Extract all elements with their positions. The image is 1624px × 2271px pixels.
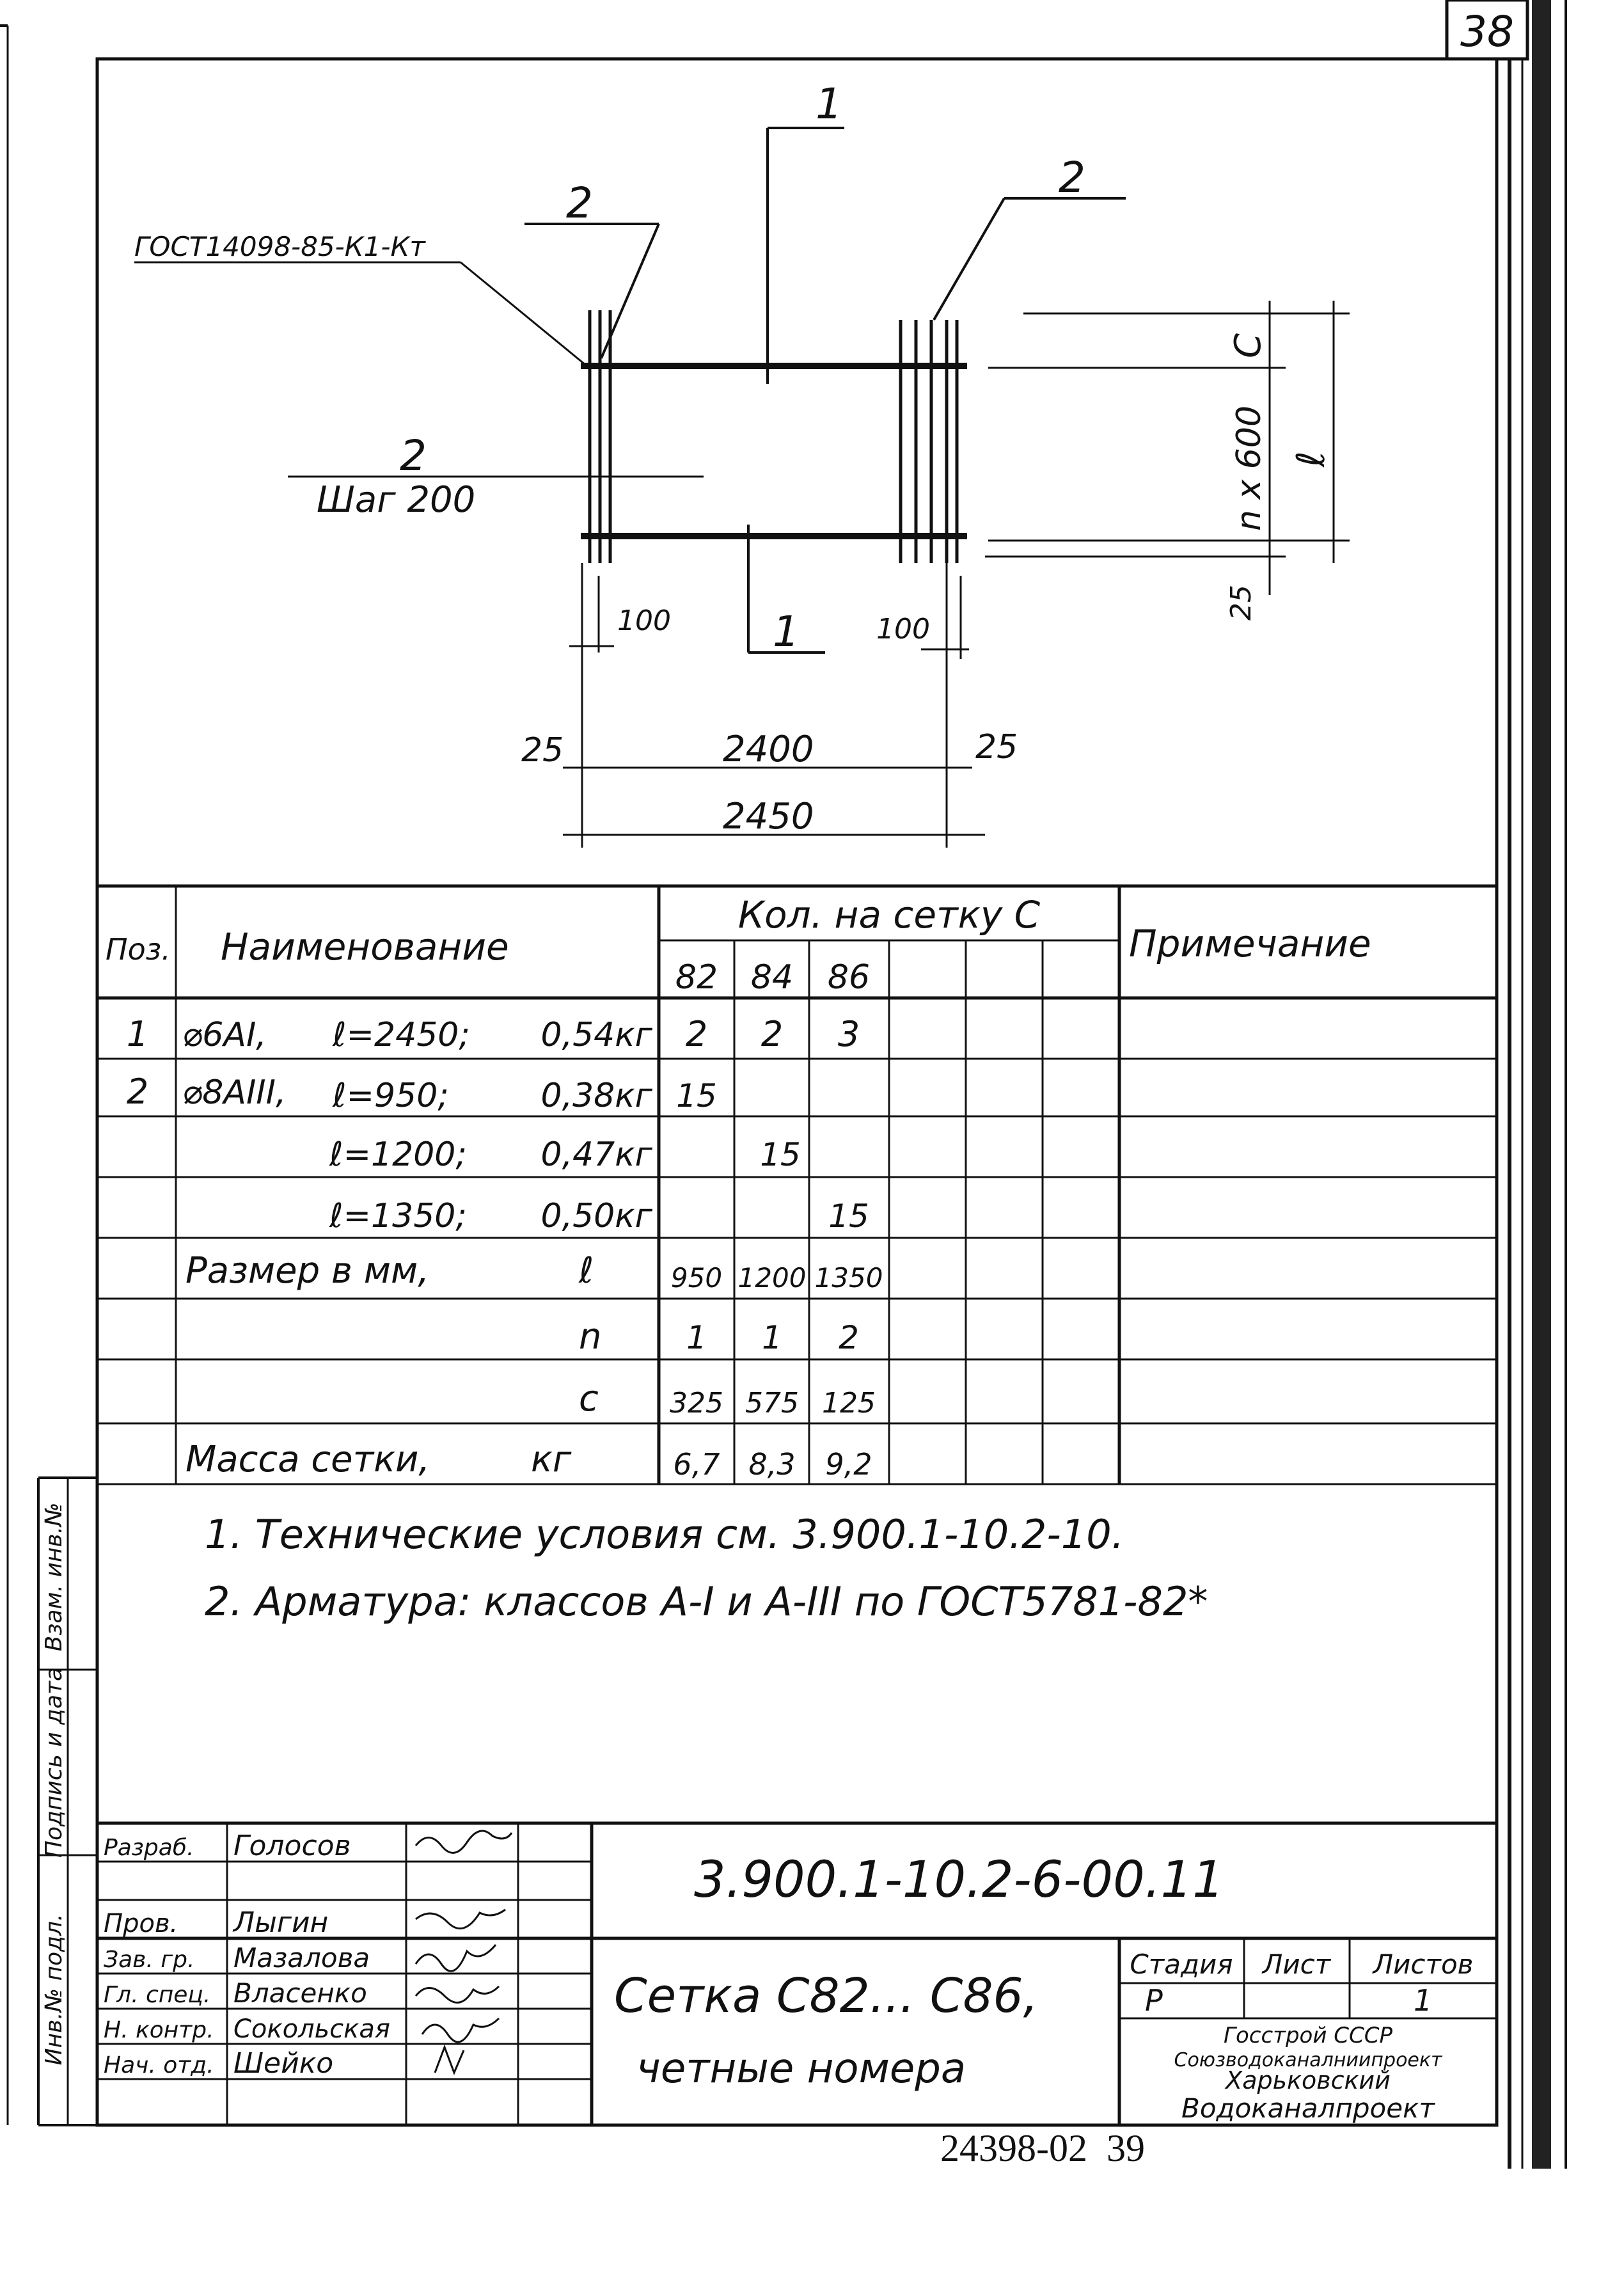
title-line-1: Сетка С82... С86, bbox=[614, 1968, 1039, 2023]
header-col-84: 84 bbox=[750, 958, 794, 997]
name-2: Лыгин bbox=[233, 1906, 329, 1939]
dim-2400: 2400 bbox=[723, 729, 814, 770]
spec-table-rows bbox=[127, 1014, 883, 1482]
dim-2450: 2450 bbox=[723, 796, 814, 837]
name-5: Сокольская bbox=[233, 2014, 390, 2044]
row8-mass: кг bbox=[531, 1439, 572, 1480]
callout-pos1-bottom: 1 bbox=[773, 607, 800, 656]
row6-v82: 1 bbox=[686, 1319, 707, 1356]
row1-mass: 0,54кг bbox=[540, 1016, 652, 1054]
role-1: Разраб. bbox=[104, 1835, 194, 1861]
row5-v86: 1350 bbox=[814, 1262, 883, 1294]
callout-pos1-top: 1 bbox=[816, 79, 842, 129]
row1-v84: 2 bbox=[761, 1014, 784, 1054]
org-line-3: Харьковский bbox=[1226, 2066, 1391, 2094]
stage-label: Стадия bbox=[1130, 1949, 1233, 1980]
callout-pos2-mid: 2 bbox=[400, 431, 427, 480]
signature-4 bbox=[416, 1986, 499, 2002]
row3-v84: 15 bbox=[760, 1136, 801, 1173]
row1-pos: 1 bbox=[126, 1014, 149, 1054]
callout-step: Шаг 200 bbox=[317, 479, 476, 521]
row7-v86: 125 bbox=[822, 1387, 876, 1420]
row2-pos: 2 bbox=[126, 1072, 149, 1112]
side-stamp bbox=[41, 1503, 67, 2066]
header-col-82: 82 bbox=[675, 958, 718, 997]
sheets-label: Листов bbox=[1373, 1949, 1474, 1980]
name-1: Голосов bbox=[233, 1830, 351, 1862]
row7-v84: 575 bbox=[745, 1387, 799, 1420]
dim-25-vert: 25 bbox=[1225, 585, 1257, 621]
signature-2 bbox=[416, 1910, 505, 1929]
row7-v82: 325 bbox=[670, 1387, 723, 1420]
row8-v82: 6,7 bbox=[673, 1447, 720, 1482]
row5-v84: 1200 bbox=[737, 1262, 807, 1294]
notes bbox=[205, 1511, 1208, 1625]
role-5: Н. контр. bbox=[104, 2017, 214, 2043]
row6-mass: n bbox=[579, 1316, 602, 1357]
row8-v84: 8,3 bbox=[748, 1447, 796, 1482]
row4-len: ℓ=1350; bbox=[329, 1197, 467, 1235]
signature-3 bbox=[416, 1945, 496, 1971]
sheets-value: 1 bbox=[1414, 1983, 1433, 2018]
dim-100-left: 100 bbox=[617, 605, 671, 637]
side-stamp-label-2: Подпись и дата bbox=[41, 1666, 67, 1858]
row4-mass: 0,50кг bbox=[540, 1197, 652, 1235]
dim-100-right: 100 bbox=[876, 613, 930, 645]
note-2: 2. Арматура: классов А-I и А-III по ГОСТ5781-82* bbox=[205, 1578, 1208, 1625]
name-4: Власенко bbox=[233, 1977, 367, 2009]
role-3: Зав. гр. bbox=[104, 1947, 195, 1973]
note-1: 1. Технические условия см. 3.900.1-10.2-10. bbox=[205, 1511, 1124, 1558]
row2-len: ℓ=950; bbox=[333, 1077, 449, 1115]
drawing-labels bbox=[134, 79, 1334, 837]
header-pos: Поз. bbox=[106, 932, 171, 967]
bottom-archive-number: 24398-02 39 bbox=[940, 2127, 1145, 2169]
row5-v82: 950 bbox=[670, 1262, 723, 1294]
side-stamp-label-1: Взам. инв.№ bbox=[41, 1502, 67, 1652]
header-name: Наименование bbox=[221, 925, 509, 969]
signature-5 bbox=[422, 2018, 499, 2042]
row8-v86: 9,2 bbox=[825, 1447, 872, 1482]
spec-table-header bbox=[106, 893, 1371, 997]
row6-v86: 2 bbox=[839, 1319, 859, 1356]
row1-len: ℓ=2450; bbox=[333, 1016, 470, 1054]
dim-25-right: 25 bbox=[975, 728, 1018, 766]
sheet-corner-number: 38 bbox=[1460, 7, 1514, 56]
header-col-86: 86 bbox=[827, 958, 871, 997]
signatures bbox=[416, 1831, 512, 2073]
header-qty: Кол. на сетку С bbox=[737, 893, 1041, 937]
role-6: Нач. отд. bbox=[104, 2052, 214, 2078]
dim-n600: n х 600 bbox=[1230, 405, 1268, 531]
dim-l: ℓ bbox=[1289, 451, 1334, 467]
row5-name: Размер в мм, bbox=[185, 1250, 430, 1292]
row1-v82: 2 bbox=[685, 1014, 708, 1054]
header-note: Примечание bbox=[1129, 922, 1371, 965]
org-line-1: Госстрой СССР bbox=[1224, 2023, 1392, 2048]
callout-pos2-right: 2 bbox=[1059, 153, 1085, 202]
row5-mass: ℓ bbox=[579, 1250, 594, 1292]
doc-code: 3.900.1-10.2-6-00.11 bbox=[694, 1851, 1224, 1909]
row2-v82: 15 bbox=[676, 1077, 717, 1114]
row4-v86: 15 bbox=[828, 1198, 869, 1235]
sheet-label: Лист bbox=[1262, 1949, 1331, 1980]
row2-name: ⌀8АIII, bbox=[182, 1073, 287, 1112]
row8-name: Масса сетки, bbox=[185, 1439, 430, 1480]
name-3: Мазалова bbox=[233, 1942, 370, 1974]
org-line-2: Союзводоканалниипроект bbox=[1174, 2049, 1442, 2071]
title-line-2: четные номера bbox=[636, 2045, 966, 2093]
callout-pos2-left: 2 bbox=[566, 178, 593, 228]
signature-1 bbox=[416, 1831, 512, 1853]
stage-value: Р bbox=[1145, 1983, 1163, 2018]
row6-v84: 1 bbox=[762, 1319, 782, 1356]
role-4: Гл. спец. bbox=[104, 1982, 211, 2008]
row1-name: ⌀6АI, bbox=[182, 1016, 267, 1054]
role-2: Пров. bbox=[104, 1909, 178, 1938]
side-stamp-label-3: Инв.№ подл. bbox=[41, 1913, 67, 2066]
dim-25-left: 25 bbox=[521, 731, 564, 770]
row3-len: ℓ=1200; bbox=[329, 1136, 467, 1174]
row3-mass: 0,47кг bbox=[540, 1136, 652, 1174]
callout-gost-weld: ГОСТ14098-85-К1-Кт bbox=[134, 231, 425, 262]
row7-mass: с bbox=[579, 1378, 599, 1420]
name-6: Шейко bbox=[233, 2047, 334, 2080]
row2-mass: 0,38кг bbox=[540, 1077, 652, 1115]
signature-6 bbox=[435, 2047, 464, 2073]
dim-c: С bbox=[1227, 333, 1269, 358]
row1-v86: 3 bbox=[837, 1014, 860, 1054]
org-line-4: Водоканалпроект bbox=[1181, 2093, 1435, 2124]
